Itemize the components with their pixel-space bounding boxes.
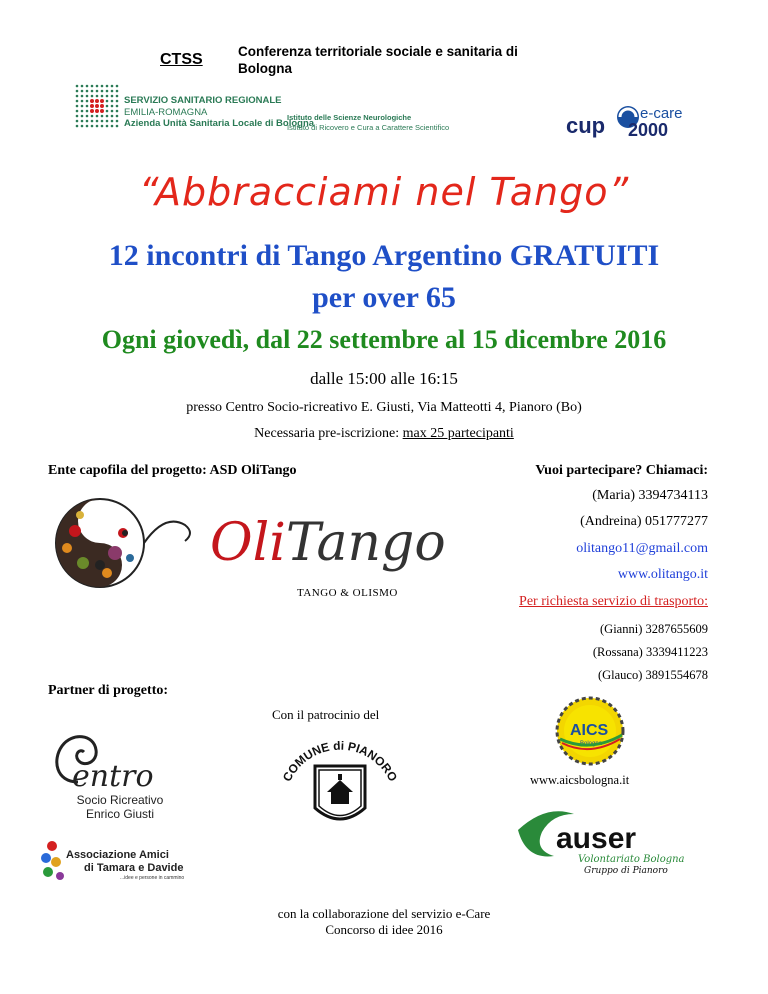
ssr-logo-dot — [116, 100, 119, 103]
ssr-logo-dot — [111, 100, 114, 103]
ssr-logo-dot — [106, 105, 109, 108]
footer-note — [0, 906, 768, 938]
ssr-logo-dot — [100, 109, 104, 113]
ssr-logo-dot — [101, 95, 104, 98]
auser-wordmark: auser — [556, 822, 637, 855]
ssr-logo-dot — [101, 115, 104, 118]
contact-andreina: (Andreina) 051777277 — [580, 514, 708, 529]
ssr-logo-dot — [76, 125, 79, 128]
ssr-logo-dot — [101, 120, 104, 123]
ssr-logo-dot — [95, 99, 99, 103]
footer-line-2: Concorso di idee 2016 — [325, 922, 443, 937]
ssr-logo-dot — [86, 100, 89, 103]
comune-arc-text: COMUNE di PIANORO — [279, 738, 401, 784]
ssr-logo-dot — [111, 125, 114, 128]
ssr-logo-dot — [101, 85, 104, 88]
ssr-logo-dot — [116, 90, 119, 93]
aics-text: AICS — [570, 722, 609, 739]
ssr-logo-dot — [76, 110, 79, 113]
ssr-logo-icon — [74, 83, 120, 129]
cup2000-logo — [566, 102, 701, 142]
ssr-logo-dot — [95, 109, 99, 113]
conference-title — [238, 43, 568, 77]
ssr-logo-dot — [106, 85, 109, 88]
ssr-logo-dot — [100, 104, 104, 108]
ssr-logo-dot — [76, 90, 79, 93]
conference-line-2: Bologna — [238, 61, 292, 76]
patronage-label: Con il patrocinio del — [272, 707, 380, 722]
ssr-logo-dot — [96, 85, 99, 88]
ssr-logo-dot — [101, 90, 104, 93]
comune-pianoro-crest-icon — [275, 730, 405, 835]
ctss-logo-text: CTSS — [160, 51, 203, 68]
ssr-logo-dot — [81, 95, 84, 98]
ssr-logo-dot — [95, 104, 99, 108]
aics-city: Bologna — [580, 741, 603, 747]
ssr-logo-dot — [90, 104, 94, 108]
cup-text: cup — [566, 113, 606, 138]
ssr-logo-dot — [86, 110, 89, 113]
amici-subtitle: ...idee e persone in cammino — [120, 875, 185, 881]
ssr-line-3: Azienda Unità Sanitaria Locale di Bologna — [124, 118, 315, 129]
contact-rossana: (Rossana) 3339411223 — [592, 645, 708, 659]
ssr-logo-dot — [81, 105, 84, 108]
isn-line-1: Istituto delle Scienze Neurologiche — [287, 113, 412, 122]
transport-label: Per richiesta servizio di trasporto: — [519, 594, 708, 609]
ssr-logo-dot — [96, 95, 99, 98]
amici-line-2: di Tamara e Davide — [84, 862, 184, 874]
aics-bottlecap-icon — [552, 695, 632, 770]
ssr-logo-dot — [111, 115, 114, 118]
olitango-word-second: Tango — [285, 513, 446, 573]
ssr-logo-dot — [76, 120, 79, 123]
ssr-logo-dot — [106, 115, 109, 118]
ssr-logo-dot — [111, 95, 114, 98]
event-subtitle — [0, 235, 768, 319]
ssr-logo-dot — [106, 110, 109, 113]
contact-maria: (Maria) 3394734113 — [592, 488, 708, 503]
ssr-logo-dot — [111, 105, 114, 108]
ssr-logo-dot — [106, 120, 109, 123]
ssr-logo-dot — [116, 105, 119, 108]
footer-line-1: con la collaborazione del servizio e-Care — [277, 906, 491, 921]
ssr-logo-dot — [91, 90, 94, 93]
ssr-logo-dot — [116, 85, 119, 88]
centro-wordmark: entro — [72, 759, 154, 794]
subtitle-line-2: per over 65 — [312, 281, 456, 314]
ssr-logo-dot — [91, 120, 94, 123]
ssr-logo-dot — [111, 90, 114, 93]
website-link[interactable]: www.olitango.it — [617, 567, 708, 582]
ssr-logo-dot — [116, 110, 119, 113]
amici-logo-text — [66, 849, 183, 875]
ssr-logo-dot — [116, 115, 119, 118]
ssr-logo-dot — [111, 85, 114, 88]
ssr-logo-dot — [96, 120, 99, 123]
prereg-limit: max 25 partecipanti — [402, 426, 514, 441]
isn-line-2: Istituto di Ricovero e Cura a Carattere Scientifico — [287, 123, 450, 132]
isn-logo-text — [287, 113, 449, 133]
ssr-logo-dot — [81, 90, 84, 93]
contacts-title: Vuoi partecipare? Chiamaci: — [535, 463, 708, 478]
olitango-wordmark — [210, 513, 446, 573]
contact-gianni: (Gianni) 3287655609 — [600, 622, 708, 636]
olitango-word-first: Oli — [210, 513, 286, 573]
auser-logo — [516, 800, 686, 880]
ssr-logo-dot — [76, 105, 79, 108]
conference-line-1: Conferenza territoriale sociale e sanitaria di — [238, 44, 518, 59]
ssr-logo-dot — [90, 99, 94, 103]
year-text: 2000 — [628, 120, 669, 140]
ssr-logo-dot — [96, 125, 99, 128]
ssr-logo-dot — [96, 90, 99, 93]
olitango-tagline: TANGO & OLISMO — [297, 587, 398, 599]
preregistration-note — [0, 426, 768, 442]
contact-glauco: (Glauco) 3891554678 — [597, 668, 708, 682]
ssr-logo-dot — [86, 125, 89, 128]
ssr-logo-dot — [86, 115, 89, 118]
ssr-logo-dot — [91, 125, 94, 128]
event-title: “Abbracciami nel Tango” — [138, 170, 630, 214]
ssr-logo-dot — [91, 85, 94, 88]
ssr-logo-dot — [86, 90, 89, 93]
event-venue: presso Centro Socio-ricreativo E. Giusti, Via Matteotti 4, Pianoro (Bo) — [186, 400, 582, 415]
prereg-prefix: Necessaria pre-iscrizione: — [254, 426, 403, 441]
ssr-logo-dot — [106, 90, 109, 93]
ssr-logo-dot — [111, 120, 114, 123]
ssr-logo-text — [124, 95, 314, 130]
ssr-logo-dot — [76, 115, 79, 118]
contact-email-link[interactable]: olitango11@gmail.com — [576, 541, 708, 556]
ssr-logo-dot — [106, 100, 109, 103]
ssr-logo-dot — [76, 100, 79, 103]
partners-label: Partner di progetto: — [48, 683, 169, 698]
ssr-logo-dot — [111, 110, 114, 113]
ssr-logo-dot — [106, 95, 109, 98]
event-dates: Ogni giovedì, dal 22 settembre al 15 dicembre 2016 — [101, 325, 667, 354]
ssr-logo-dot — [86, 105, 89, 108]
ssr-logo-dot — [81, 125, 84, 128]
ssr-line-1: SERVIZIO SANITARIO REGIONALE — [124, 95, 282, 106]
ssr-logo-dot — [86, 95, 89, 98]
ssr-logo-dot — [116, 95, 119, 98]
ssr-logo-dot — [76, 95, 79, 98]
event-time: dalle 15:00 alle 16:15 — [310, 369, 458, 388]
ecare-text: e-care — [640, 105, 683, 122]
aics-website-link[interactable]: www.aicsbologna.it — [530, 773, 630, 787]
ssr-logo-dot — [116, 120, 119, 123]
ssr-logo-dot — [81, 110, 84, 113]
subtitle-line-1: 12 incontri di Tango Argentino GRATUITI — [108, 239, 660, 272]
ssr-logo-dot — [91, 115, 94, 118]
ssr-logo-dot — [86, 120, 89, 123]
auser-sub-1: Volontariato Bologna — [578, 854, 685, 865]
ssr-line-2: EMILIA-ROMAGNA — [124, 106, 208, 118]
ssr-logo-dot — [86, 85, 89, 88]
ssr-logo-dot — [81, 85, 84, 88]
olitango-yin-yang-icon — [45, 493, 205, 593]
ssr-logo-dot — [101, 125, 104, 128]
ssr-logo-dot — [81, 100, 84, 103]
auser-sub-2: Gruppo di Pianoro — [584, 866, 668, 876]
ssr-logo-dot — [100, 99, 104, 103]
ssr-logo-dot — [81, 120, 84, 123]
amici-line-1: Associazione Amici — [66, 849, 169, 861]
ssr-logo-dot — [116, 125, 119, 128]
ssr-logo-dot — [90, 109, 94, 113]
ssr-logo-dot — [81, 115, 84, 118]
centro-sub-1: Socio Ricreativo — [76, 793, 164, 807]
ssr-logo-dot — [76, 85, 79, 88]
ssr-logo-dot — [96, 115, 99, 118]
ssr-logo-dot — [106, 125, 109, 128]
centro-sub-2: Enrico Giusti — [85, 807, 155, 821]
ssr-logo-dot — [91, 95, 94, 98]
centro-subtitle — [60, 793, 180, 821]
lead-organization-label: Ente capofila del progetto: ASD OliTango — [48, 463, 297, 478]
